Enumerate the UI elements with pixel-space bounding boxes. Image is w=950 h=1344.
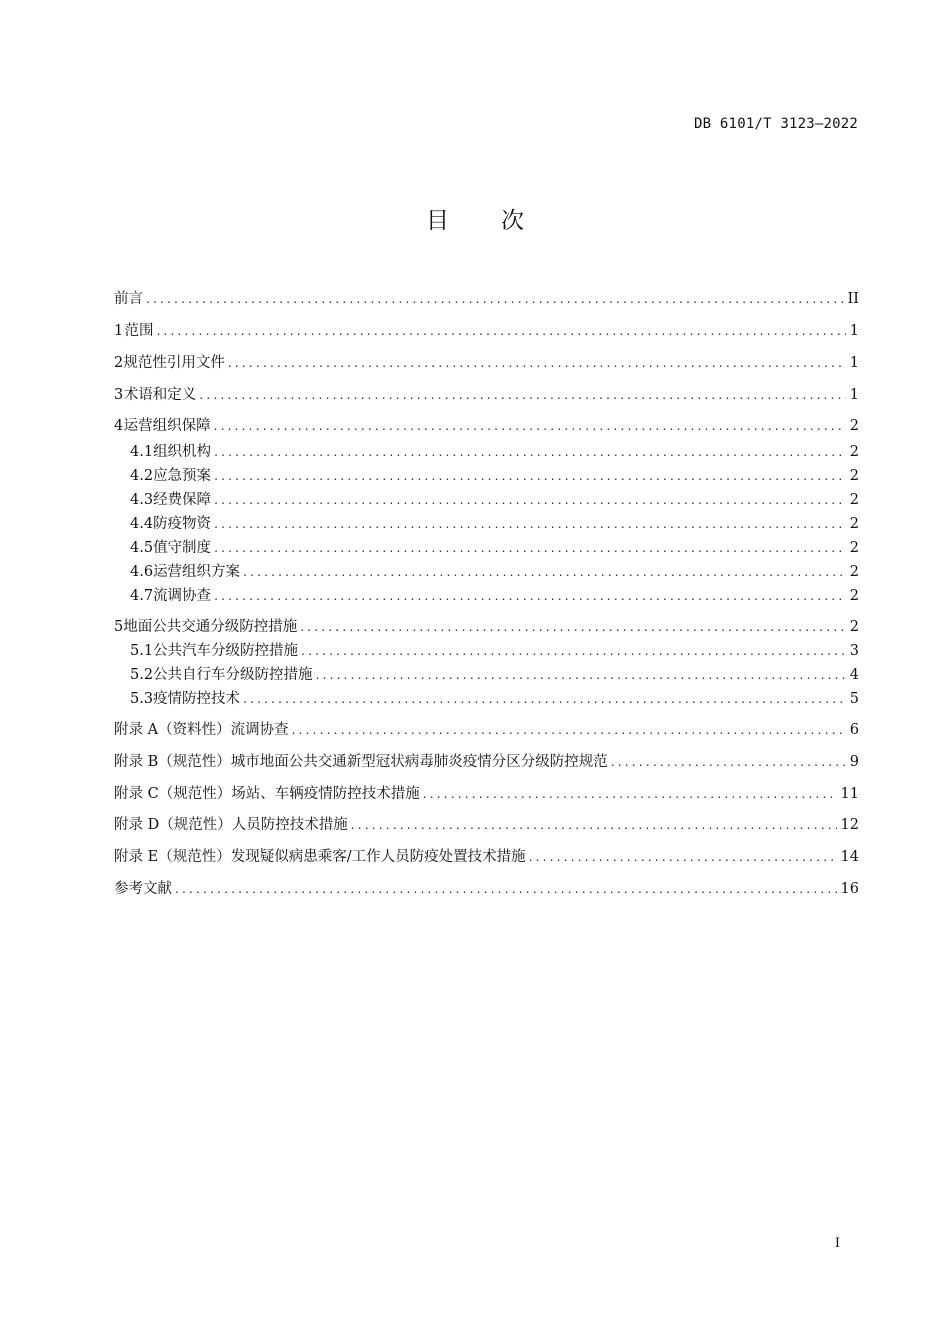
- toc-entry-number: 4.7: [130, 588, 154, 604]
- toc-entry-1[interactable]: [114, 321, 859, 341]
- toc-entry-number: 附录 A（资料性）: [114, 722, 231, 738]
- toc-entry-5-3[interactable]: [130, 689, 859, 709]
- toc-entry-page: 2: [849, 540, 859, 556]
- toc-entry-label: 参考文献: [114, 881, 172, 897]
- toc-entry-appendix-b[interactable]: [114, 752, 859, 772]
- toc-entry-number: 4.5: [130, 540, 154, 556]
- toc-entry-label: 地面公共交通分级防控措施: [123, 619, 298, 635]
- toc-entry-4[interactable]: [114, 416, 859, 436]
- standard-code: DB 6101/T 3123—2022: [694, 116, 858, 132]
- toc-entry-number: 5: [114, 619, 124, 635]
- toc-entry-4-5[interactable]: [130, 538, 859, 558]
- toc-entry-label: 前言: [114, 291, 143, 307]
- toc-entry-page: 3: [849, 643, 859, 659]
- toc-entry-page: 1: [849, 323, 859, 339]
- toc-entry-label: 场站、车辆疫情防控技术措施: [231, 786, 420, 802]
- toc-entry-number: 4.3: [130, 492, 154, 508]
- title-char-2: 次: [501, 208, 524, 234]
- toc-entry-label: 流调协查: [230, 722, 289, 738]
- toc-entry-references[interactable]: [114, 879, 859, 899]
- page-number: I: [834, 1236, 840, 1251]
- title-char-1: 目: [426, 208, 449, 234]
- toc-entry-4-1[interactable]: [130, 442, 859, 462]
- toc-entry-page: 11: [840, 786, 859, 802]
- toc-entry-page: II: [847, 291, 859, 307]
- toc-entry-2[interactable]: [114, 353, 859, 373]
- toc-entry-4-2[interactable]: [130, 466, 859, 486]
- toc-entry-4-3[interactable]: [130, 490, 859, 510]
- toc-entry-5[interactable]: [114, 617, 859, 637]
- toc-entry-page: 2: [849, 619, 859, 635]
- toc-entry-label: 城市地面公共交通新型冠状病毒肺炎疫情分区分级防控规范: [230, 754, 608, 770]
- toc-entry-number: 5.1: [130, 643, 154, 659]
- toc-entry-label: 规范性引用文件: [123, 355, 225, 371]
- toc-entry-label: 防疫物资: [153, 516, 212, 532]
- toc-entry-number: 附录 B（规范性）: [114, 754, 231, 770]
- toc-entry-number: 4.4: [130, 516, 154, 532]
- toc-entry-foreword[interactable]: [114, 289, 859, 309]
- toc-entry-number: 附录 E（规范性）: [114, 849, 231, 865]
- toc-entry-label: 流调协查: [153, 588, 212, 604]
- toc-entry-number: 3: [114, 387, 124, 403]
- toc-entry-label: 运营组织保障: [123, 418, 211, 434]
- toc-entry-label: 组织机构: [153, 444, 212, 460]
- toc-entry-appendix-d[interactable]: [114, 815, 859, 835]
- toc-entry-number: 附录 D（规范性）: [114, 817, 232, 833]
- toc-entry-label: 人员防控技术措施: [231, 817, 348, 833]
- toc-entry-number: 1: [114, 323, 124, 339]
- toc-entry-label: 应急预案: [153, 468, 212, 484]
- toc-entry-page: 2: [849, 516, 859, 532]
- toc-entry-5-2[interactable]: [130, 665, 859, 685]
- toc-entry-number: 4: [114, 418, 124, 434]
- toc-entry-4-4[interactable]: [130, 514, 859, 534]
- toc-entry-label: 公共自行车分级防控措施: [153, 667, 313, 683]
- toc-entry-page: 5: [849, 691, 859, 707]
- toc-entry-page: 2: [849, 418, 859, 434]
- toc-entry-number: 5.3: [130, 691, 154, 707]
- toc-entry-page: 4: [849, 667, 859, 683]
- toc-entry-label: 经费保障: [153, 492, 212, 508]
- toc-entry-label: 范围: [124, 323, 154, 339]
- toc-entry-page: 9: [849, 754, 859, 770]
- toc-entry-page: 2: [849, 468, 859, 484]
- toc-entry-label: 公共汽车分级防控措施: [153, 643, 299, 659]
- toc-entry-4-7[interactable]: [130, 586, 859, 606]
- toc-entry-number: 2: [114, 355, 124, 371]
- toc-entry-label: 发现疑似病患乘客/工作人员防疫处置技术措施: [230, 849, 526, 865]
- toc-entry-page: 2: [849, 492, 859, 508]
- toc-entry-label: 运营组织方案: [153, 564, 241, 580]
- toc-entry-number: 4.2: [130, 468, 154, 484]
- toc-entry-appendix-a[interactable]: [114, 720, 859, 740]
- toc-entry-page: 1: [849, 355, 859, 371]
- toc-entry-page: 12: [840, 817, 859, 833]
- toc-entry-5-1[interactable]: [130, 641, 859, 661]
- toc-entry-page: 2: [849, 564, 859, 580]
- toc-entry-number: 4.6: [130, 564, 154, 580]
- toc-entry-page: 14: [840, 849, 859, 865]
- toc-entry-number: 4.1: [130, 444, 154, 460]
- toc-entry-page: 6: [849, 722, 859, 738]
- toc-entry-label: 值守制度: [153, 540, 212, 556]
- toc-entry-3[interactable]: [114, 385, 859, 405]
- toc-entry-page: 2: [849, 444, 859, 460]
- toc-entry-4-6[interactable]: [130, 562, 859, 582]
- toc-entry-page: 2: [849, 588, 859, 604]
- toc-entry-appendix-c[interactable]: [114, 784, 859, 804]
- toc-entry-appendix-e[interactable]: [114, 847, 859, 867]
- toc-entry-label: 术语和定义: [123, 387, 197, 403]
- toc-entry-page: 1: [849, 387, 859, 403]
- table-of-contents: [114, 0, 859, 1344]
- toc-entry-label: 疫情防控技术: [153, 691, 241, 707]
- toc-entry-number: 5.2: [130, 667, 154, 683]
- toc-entry-page: 16: [840, 881, 859, 897]
- toc-entry-number: 附录 C（规范性）: [114, 786, 232, 802]
